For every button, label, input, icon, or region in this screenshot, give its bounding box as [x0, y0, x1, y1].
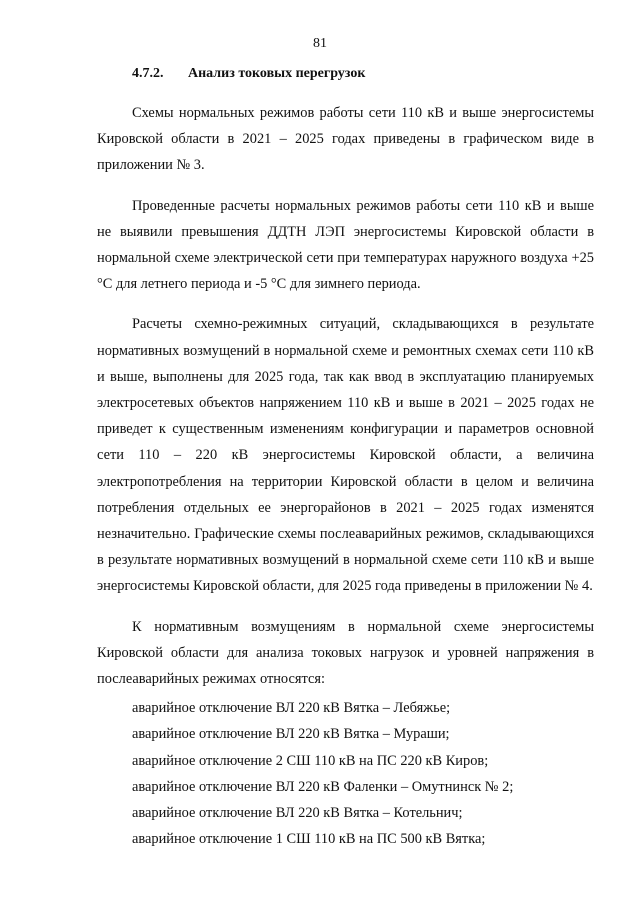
list-item: аварийное отключение ВЛ 220 кВ Вятка – Лебяжье;: [132, 700, 451, 717]
section-heading: [132, 66, 365, 82]
list-item: аварийное отключение ВЛ 220 кВ Фаленки – Омутнинск № 2;: [132, 778, 514, 795]
section-number: 4.7.2.: [132, 66, 164, 81]
paragraph-3: Расчеты схемно-режимных ситуаций, складывающихся в результате нормативных возмущений в нормальной схеме и ремонтных схемах сети 110 кВ и выше, выполнены для 2025 года, так как ввод в эксплуатацию планируемых электросетевых объектов напряжением 110 кВ и выше в 2021 – 2025 годах не приведет к существенным изменениям конфигурации и параметров основной сети 110 – 220 кВ энергосистемы Кировской области, а величина электропотребления на территории Кировской области в целом и величина потребления отдельных ее энергорайонов в 2021 – 2025 годах изменятся незначительно. Графические схемы послеаварийных режимов, складывающихся в результате нормативных возмущений в нормальной схеме сети 110 кВ и выше энергосистемы Кировской области, для 2025 года приведены в приложении № 4.: [97, 316, 594, 595]
paragraph-2: Проведенные расчеты нормальных режимов работы сети 110 кВ и выше не выявили превышения ДДТН ЛЭП энергосистемы Кировской области в нормальной схеме электрической сети при температурах наружного воздуха +25 °С для летнего периода и -5 °С для зимнего периода.: [97, 197, 594, 293]
list-item: аварийное отключение 1 СШ 110 кВ на ПС 500 кВ Вятка;: [132, 831, 486, 848]
body-text: [97, 100, 594, 852]
page-number: 81: [313, 36, 327, 51]
list-item: аварийное отключение ВЛ 220 кВ Вятка – Котельнич;: [132, 805, 463, 822]
paragraph-1: Схемы нормальных режимов работы сети 110 кВ и выше энергосистемы Кировской области в 2021 – 2025 годах приведены в графическом виде в приложении № 3.: [97, 105, 594, 174]
paragraph-4: К нормативным возмущениям в нормальной схеме энергосистемы Кировской области для анализа токовых нагрузок и уровней напряжения в послеаварийных режимах относятся:: [97, 618, 594, 688]
section-title: Анализ токовых перегрузок: [188, 66, 366, 81]
list-item: аварийное отключение 2 СШ 110 кВ на ПС 220 кВ Киров;: [132, 752, 489, 769]
list-item: аварийное отключение ВЛ 220 кВ Вятка – Мураши;: [132, 726, 450, 743]
contingency-list: [97, 695, 594, 852]
